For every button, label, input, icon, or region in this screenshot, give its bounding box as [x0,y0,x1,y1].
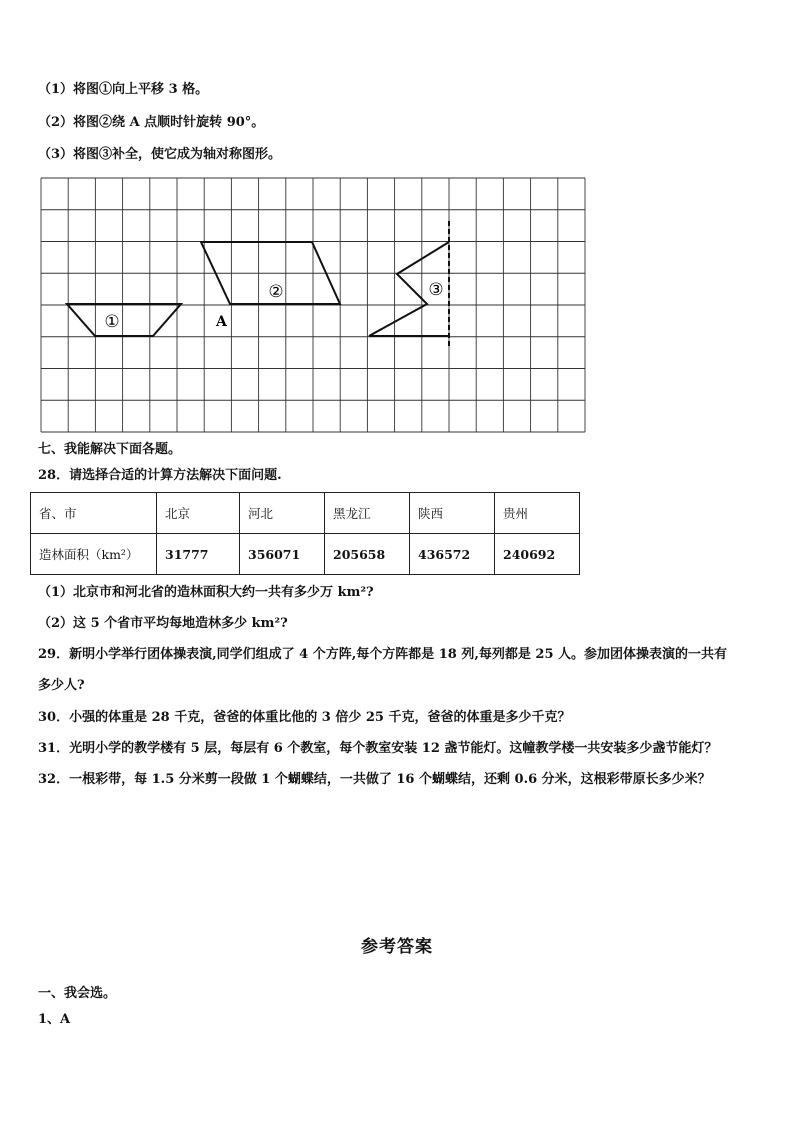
table-cell: 陕西 [410,493,495,534]
table-cell: 贵州 [495,493,580,534]
table-cell: 31777 [157,534,240,575]
q29-line2: 多少人? [38,678,85,693]
q28-sub1: （1）北京市和河北省的造林面积大约一共有多少万 km²? [38,585,374,600]
section-7-heading: 七、我能解决下面各题。 [38,442,182,457]
table-cell: 黑龙江 [325,493,410,534]
q29-line1: 29．新明小学举行团体操表演,同学们组成了 4 个方阵,每个方阵都是 18 列,每列都是 25 人。参加团体操表演的一共有 [38,647,728,662]
answer-item-1: 1、A [38,1012,71,1027]
table-row [31,534,580,575]
shape-2-label: ② [268,282,284,302]
answers-section-1: 一、我会选。 [38,986,117,1001]
q30: 30．小强的体重是 28 千克，爸爸的体重比他的 3 倍少 25 千克，爸爸的体重是多少千克？ [38,710,571,725]
table-row [31,493,580,534]
table-cell: 河北 [240,493,325,534]
shape-1-trapezoid [67,304,181,336]
answers-title: 参考答案 [361,937,433,957]
table-cell: 356071 [240,534,325,575]
q28-sub2: （2）这 5 个省市平均每地造林多少 km²? [38,616,288,631]
table-cell: 205658 [325,534,410,575]
table-cell: 北京 [157,493,240,534]
instruction-3: （3）将图③补全，使它成为轴对称图形。 [38,147,282,162]
shape-3-label: ③ [428,280,444,300]
table-cell: 造林面积（km²） [31,534,157,575]
table-cell: 436572 [410,534,495,575]
grid-figure [40,177,586,437]
instruction-1: （1）将图①向上平移 3 格。 [38,82,209,97]
table-cell: 省、市 [31,493,157,534]
afforestation-table [30,492,580,575]
q32: 32．一根彩带，每 1.5 分米剪一段做 1 个蝴蝶结，一共做了 16 个蝴蝶结，还剩 0.6 分米，这根彩带原长多少米？ [38,772,711,787]
instruction-2: （2）将图②绕 A 点顺时针旋转 90°。 [38,115,265,130]
q28-title: 28．请选择合适的计算方法解决下面问题. [38,468,282,483]
shape-1-label: ① [104,312,120,332]
grid-svg [40,177,586,433]
table-cell: 240692 [495,534,580,575]
q31: 31．光明小学的教学楼有 5 层，每层有 6 个教室，每个教室安装 12 盏节能灯。这幢教学楼一共安装多少盏节能灯？ [38,741,718,756]
point-a-label: A [216,314,227,330]
